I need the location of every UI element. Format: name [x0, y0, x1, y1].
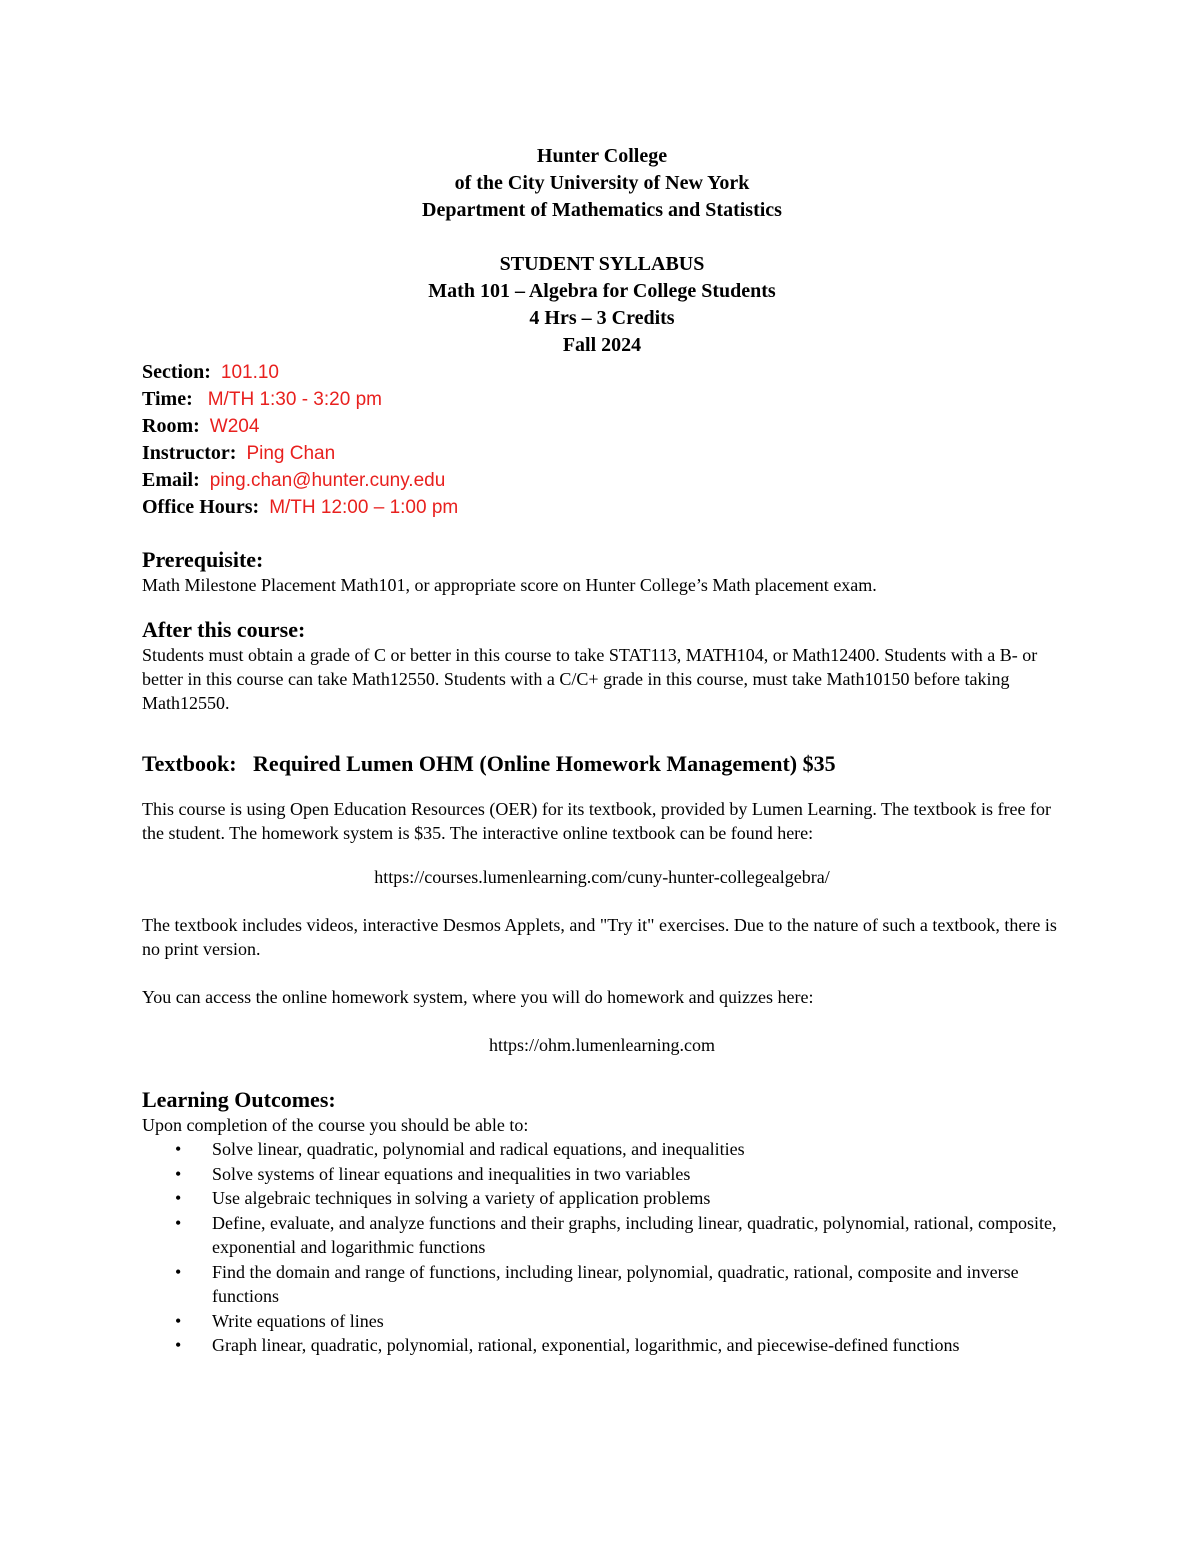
list-item: • Solve linear, quadratic, polynomial and radical equations, and inequalities: [212, 1137, 1062, 1162]
bullet-icon: •: [175, 1163, 182, 1184]
info-email: Email: ping.chan@hunter.cuny.edu: [142, 469, 446, 491]
list-item: • Graph linear, quadratic, polynomial, rational, exponential, logarithmic, and piecewise-defined functions: [212, 1333, 1062, 1358]
course-info: [142, 359, 1062, 521]
university-name: of the City University of New York: [454, 172, 750, 194]
syllabus-page: [142, 143, 1062, 1358]
info-office-hours: Office Hours: M/TH 12:00 – 1:00 pm: [142, 496, 459, 518]
list-item: • Define, evaluate, and analyze functions and their graphs, including linear, quadratic, polynomial, rational, composite, exponential and logarithmic functions: [175, 1212, 1057, 1257]
learning-outcomes-list: [142, 1137, 1062, 1358]
textbook-heading: Textbook: Required Lumen OHM (Online Homework Management) $35: [142, 751, 836, 776]
list-item: • Write equations of lines: [212, 1309, 1062, 1334]
bullet-icon: •: [175, 1310, 182, 1331]
prerequisite-text: Math Milestone Placement Math101, or appropriate score on Hunter College’s Math placement exam.: [142, 575, 877, 595]
bullet-icon: •: [175, 1188, 182, 1208]
email-link[interactable]: ping.chan@hunter.cuny.edu: [209, 470, 446, 491]
list-item: • Solve systems of linear equations and inequalities in two variables: [212, 1162, 1062, 1187]
info-instructor: Instructor: Ping Chan: [142, 442, 336, 464]
syllabus-title: STUDENT SYLLABUS: [499, 253, 705, 275]
bullet-icon: •: [175, 1212, 182, 1233]
course-term: Fall 2024: [562, 334, 642, 356]
info-room: Room: W204: [142, 415, 260, 437]
learning-outcomes-intro: Upon completion of the course you should be able to:: [142, 1115, 529, 1135]
department-name: Department of Mathematics and Statistics: [422, 199, 782, 221]
homework-url: [142, 1033, 1062, 1057]
after-course-heading: After this course:: [142, 617, 306, 642]
course-hours: 4 Hrs – 3 Credits: [529, 307, 675, 329]
instructor-value: Ping Chan: [246, 443, 336, 464]
course-title: Math 101 – Algebra for College Students: [428, 280, 776, 302]
info-time: Time: M/TH 1:30 - 3:20 pm: [142, 388, 382, 410]
textbook-link[interactable]: https://courses.lumenlearning.com/cuny-hunter-collegealgebra/: [374, 867, 830, 887]
time-value: M/TH 1:30 - 3:20 pm: [207, 389, 382, 410]
document-header: [142, 143, 1062, 359]
college-name: Hunter College: [536, 145, 668, 167]
info-section: Section: 101.10: [142, 361, 280, 383]
learning-outcomes-heading: Learning Outcomes:: [142, 1087, 336, 1112]
prerequisite-heading: Prerequisite:: [142, 547, 264, 572]
textbook-paragraph-1: This course is using Open Education Resources (OER) for its textbook, provided by Lumen Learning. The textbook is free for the student. The homework system is $35. The interactive online textbook can be found here:: [142, 799, 1051, 843]
office-hours-value: M/TH 12:00 – 1:00 pm: [269, 497, 459, 518]
after-course-text: Students must obtain a grade of C or better in this course to take STAT113, MATH104, or Math12400. Students with a B- or better in this course can take Math12550. Students with a C/C+ grade in this course, must take Math10150 before taking Math12550.: [142, 645, 1038, 713]
list-item: • Use algebraic techniques in solving a variety of application problems: [212, 1186, 1062, 1211]
bullet-icon: •: [175, 1261, 182, 1282]
section-value: 101.10: [220, 362, 280, 383]
homework-link[interactable]: https://ohm.lumenlearning.com: [489, 1035, 715, 1055]
bullet-icon: •: [175, 1335, 182, 1355]
list-item: • Find the domain and range of functions, including linear, polynomial, quadratic, rational, composite and inverse functions: [175, 1261, 1019, 1306]
textbook-url: [142, 865, 1062, 889]
textbook-paragraph-3: You can access the online homework system, where you will do homework and quizzes here:: [142, 987, 814, 1007]
bullet-icon: •: [175, 1139, 182, 1159]
textbook-paragraph-2: The textbook includes videos, interactive Desmos Applets, and "Try it" exercises. Due to the nature of such a textbook, there is no print version.: [142, 915, 1057, 959]
room-value: W204: [209, 416, 260, 437]
